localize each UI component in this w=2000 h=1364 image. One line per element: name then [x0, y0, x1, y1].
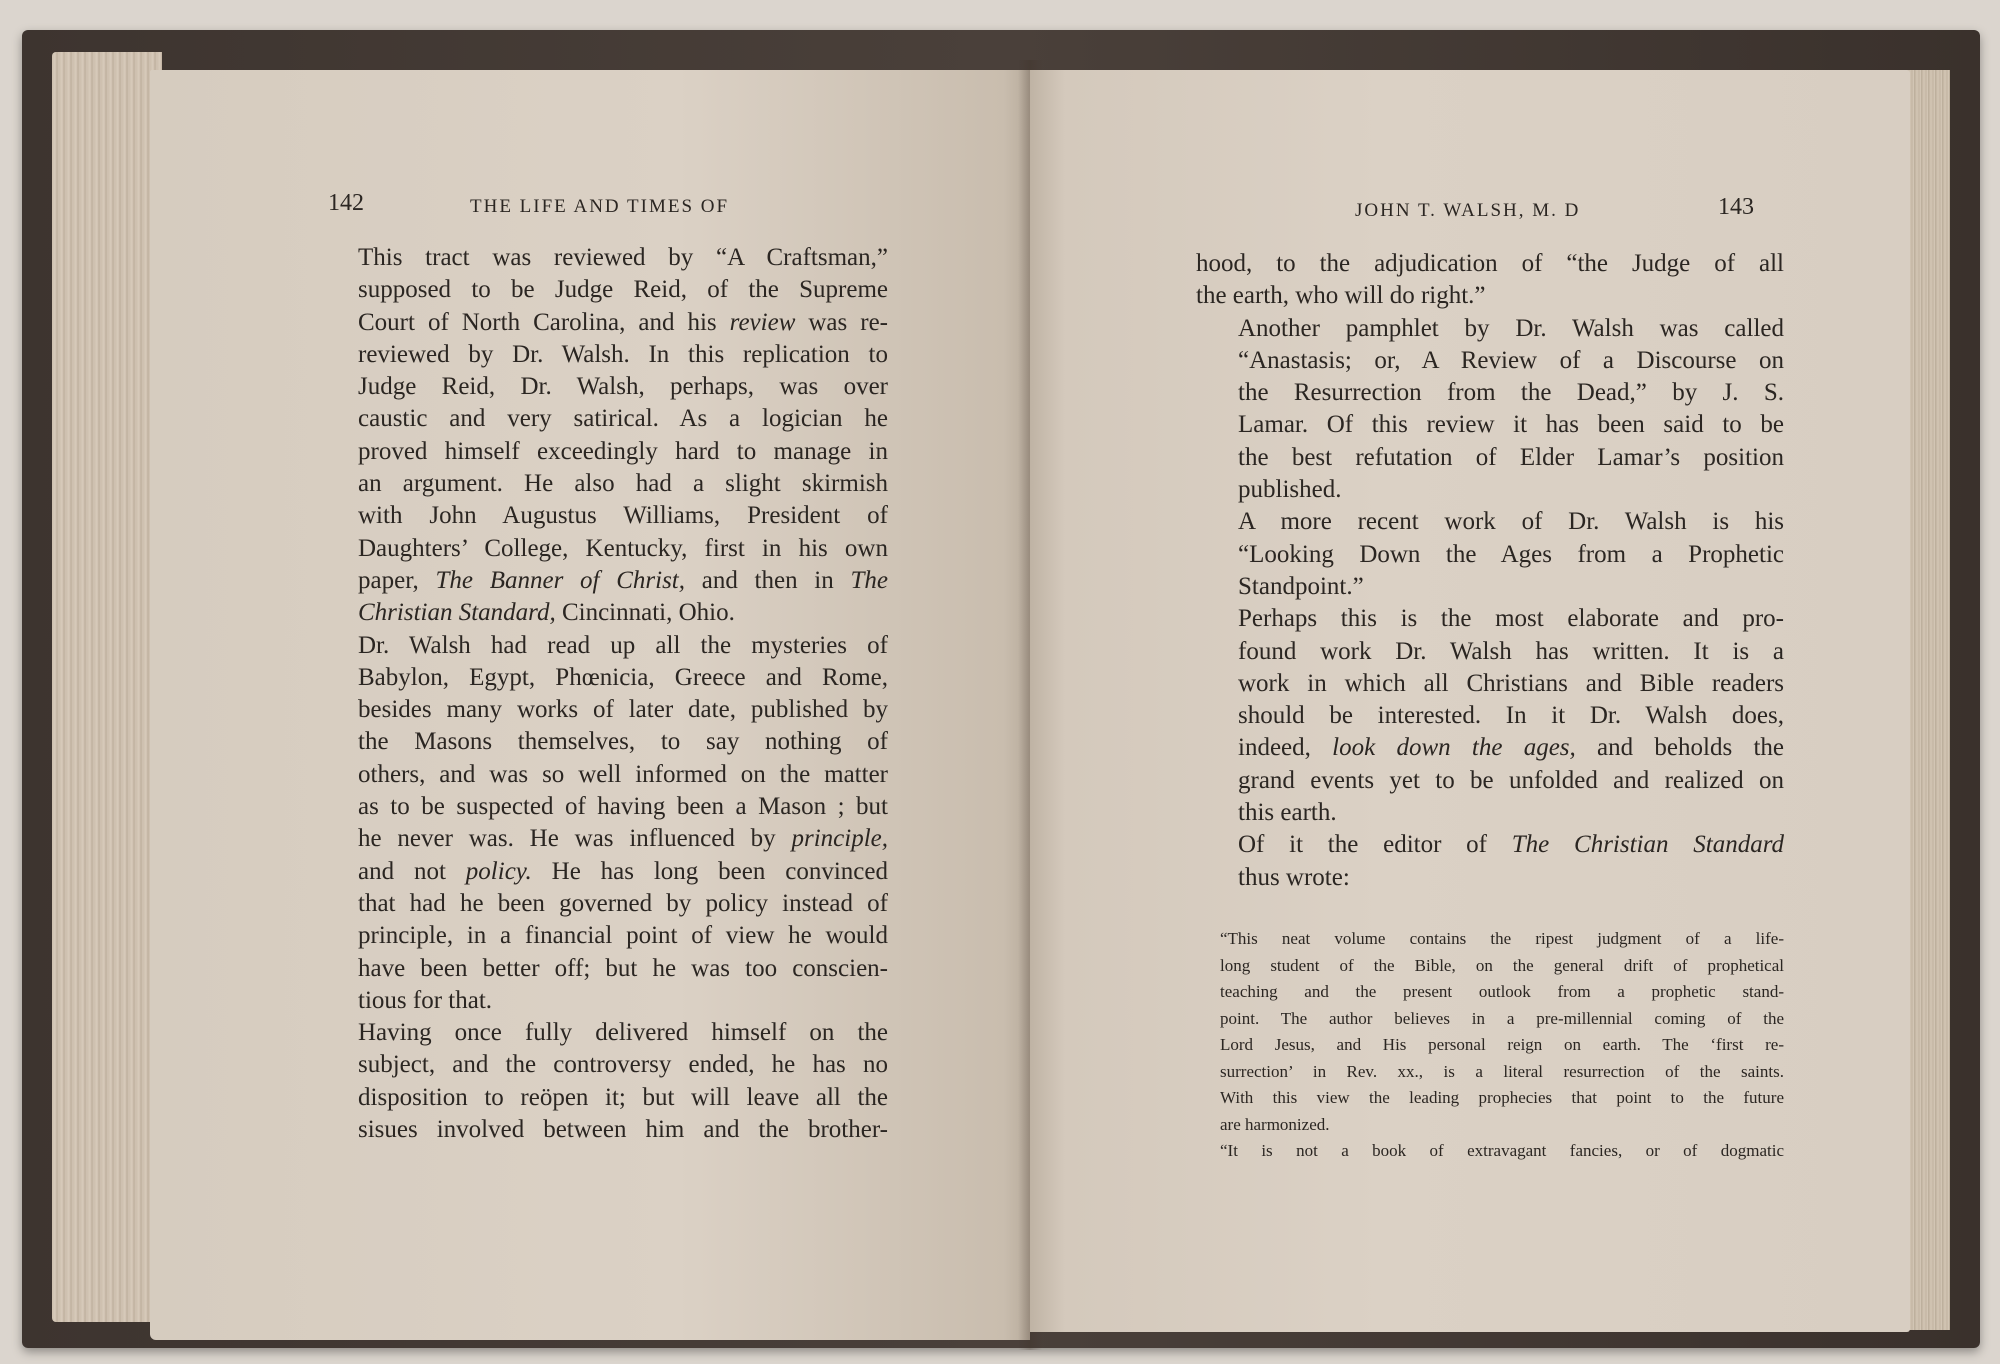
text-line: Judge Reid, Dr. Walsh, perhaps, was over	[358, 373, 888, 401]
block-quote	[1196, 926, 1784, 1165]
text-line: published.	[1238, 476, 1342, 504]
text-line: the best refutation of Elder Lamar’s position	[1238, 443, 1784, 471]
text-line: the Resurrection from the Dead,” by J. S.	[1238, 379, 1784, 407]
text-line: the earth, who will do right.”	[1196, 282, 1486, 310]
text-line: principle, in a financial point of view he would	[358, 922, 888, 950]
paragraph	[1196, 248, 1784, 313]
text-line: reviewed by Dr. Walsh. In this replication to	[358, 340, 888, 368]
text-line: an argument. He also had a slight skirmish	[358, 470, 888, 498]
text-line: “This neat volume contains the ripest judgment of a life-	[1220, 929, 1784, 948]
text-line: should be interested. In it Dr. Walsh does,	[1238, 702, 1784, 730]
text-line: “It is not a book of extravagant fancies, or of dogmatic	[1220, 1141, 1784, 1160]
italic-text: Christian Standard,	[358, 599, 556, 627]
right-page	[1030, 70, 1910, 1332]
text-line: and not policy. He has long been convinced	[358, 857, 888, 885]
text-line: Another pamphlet by Dr. Walsh was called	[1238, 314, 1784, 342]
right-page-number: 143	[1718, 194, 1754, 220]
text-line: teaching and the present outlook from a prophetic stand-	[1220, 982, 1784, 1001]
right-body-text	[1196, 248, 1784, 894]
text-line: Lord Jesus, and His personal reign on earth. The ‘first re-	[1220, 1035, 1784, 1054]
text-line: work in which all Christians and Bible readers	[1238, 669, 1784, 697]
text-line: surrection’ in Rev. xx., is a literal resurrection of the saints.	[1220, 1061, 1784, 1081]
text-line: Daughters’ College, Kentucky, first in his own	[358, 534, 888, 562]
text-line: besides many works of later date, published by	[358, 696, 888, 724]
text-line: this earth.	[1238, 799, 1337, 827]
text-line: paper, The Banner of Christ, and then in The	[358, 566, 888, 594]
text-line: are harmonized.	[1220, 1114, 1330, 1134]
text-line: Standpoint.”	[1238, 572, 1364, 600]
quote-paragraph	[1196, 926, 1784, 1138]
paragraph	[1196, 506, 1784, 603]
text-line: thus wrote:	[1238, 863, 1350, 891]
text-line: grand events yet to be unfolded and realized on	[1238, 766, 1784, 794]
paragraph	[316, 630, 888, 1018]
left-page-number: 142	[328, 190, 364, 216]
italic-text: The	[850, 566, 888, 594]
text-line: point. The author believes in a pre-millennial coming of the	[1220, 1008, 1784, 1028]
text-line: hood, to the adjudication of “the Judge of all	[1196, 250, 1784, 277]
italic-text: policy.	[465, 857, 532, 885]
text-line: Christian Standard, Cincinnati, Ohio.	[358, 599, 735, 627]
text-line: the Masons themselves, to say nothing of	[358, 728, 888, 756]
text-line: caustic and very satirical. As a logician he	[358, 405, 888, 433]
italic-text: review	[729, 308, 796, 336]
paragraph	[1196, 313, 1784, 507]
text-line: long student of the Bible, on the general drift of prophetical	[1220, 955, 1784, 975]
text-line: Lamar. Of this review it has been said to be	[1238, 411, 1784, 439]
left-page	[150, 70, 1030, 1340]
text-line: tious for that.	[358, 986, 493, 1014]
text-line: supposed to be Judge Reid, of the Supreme	[358, 276, 888, 304]
paragraph	[1196, 829, 1784, 894]
text-line: With this view the leading prophecies that point to the future	[1220, 1088, 1784, 1107]
left-body-text	[316, 242, 888, 1146]
paragraph	[1196, 603, 1784, 829]
paragraph	[316, 1017, 888, 1146]
right-running-header: JOHN T. WALSH, M. D	[1355, 200, 1581, 221]
text-line: Babylon, Egypt, Phœnicia, Greece and Rome,	[358, 663, 888, 691]
text-line: that had he been governed by policy instead of	[358, 889, 888, 917]
text-line: indeed, look down the ages, and beholds the	[1238, 734, 1784, 762]
text-line: Dr. Walsh had read up all the mysteries of	[358, 631, 888, 659]
text-line: sisues involved between him and the brother-	[358, 1116, 888, 1144]
text-line: Court of North Carolina, and his review was re-	[358, 308, 888, 336]
text-line: Having once fully delivered himself on the	[358, 1019, 888, 1047]
text-line: proved himself exceedingly hard to manage in	[358, 437, 888, 465]
text-line: have been better off; but he was too conscien-	[358, 954, 888, 982]
text-line: found work Dr. Walsh has written. It is a	[1238, 637, 1784, 665]
paragraph	[316, 242, 888, 630]
quote-paragraph	[1196, 1138, 1784, 1165]
text-line: This tract was reviewed by “A Craftsman,”	[358, 244, 888, 271]
text-line: with John Augustus Williams, President of	[358, 502, 888, 530]
text-line: Of it the editor of The Christian Standard	[1238, 831, 1785, 859]
text-line: A more recent work of Dr. Walsh is his	[1238, 508, 1784, 536]
left-running-header: THE LIFE AND TIMES OF	[470, 196, 730, 217]
text-line: others, and was so well informed on the matter	[358, 760, 888, 788]
text-line: “Anastasis; or, A Review of a Discourse on	[1238, 346, 1784, 374]
text-line: Perhaps this is the most elaborate and pro-	[1238, 605, 1784, 633]
italic-text: principle,	[791, 825, 888, 853]
page-edges-left	[52, 52, 162, 1322]
text-line: subject, and the controversy ended, he has no	[358, 1051, 888, 1079]
text-line: as to be suspected of having been a Mason ; but	[358, 793, 888, 821]
text-line: he never was. He was influenced by principle,	[358, 825, 888, 853]
italic-text: The Christian Standard	[1511, 831, 1785, 859]
italic-text: look down the ages,	[1332, 734, 1576, 762]
text-line: “Looking Down the Ages from a Prophetic	[1238, 540, 1784, 568]
italic-text: The Banner of Christ,	[435, 566, 685, 594]
text-line: disposition to reöpen it; but will leave all the	[358, 1083, 888, 1111]
